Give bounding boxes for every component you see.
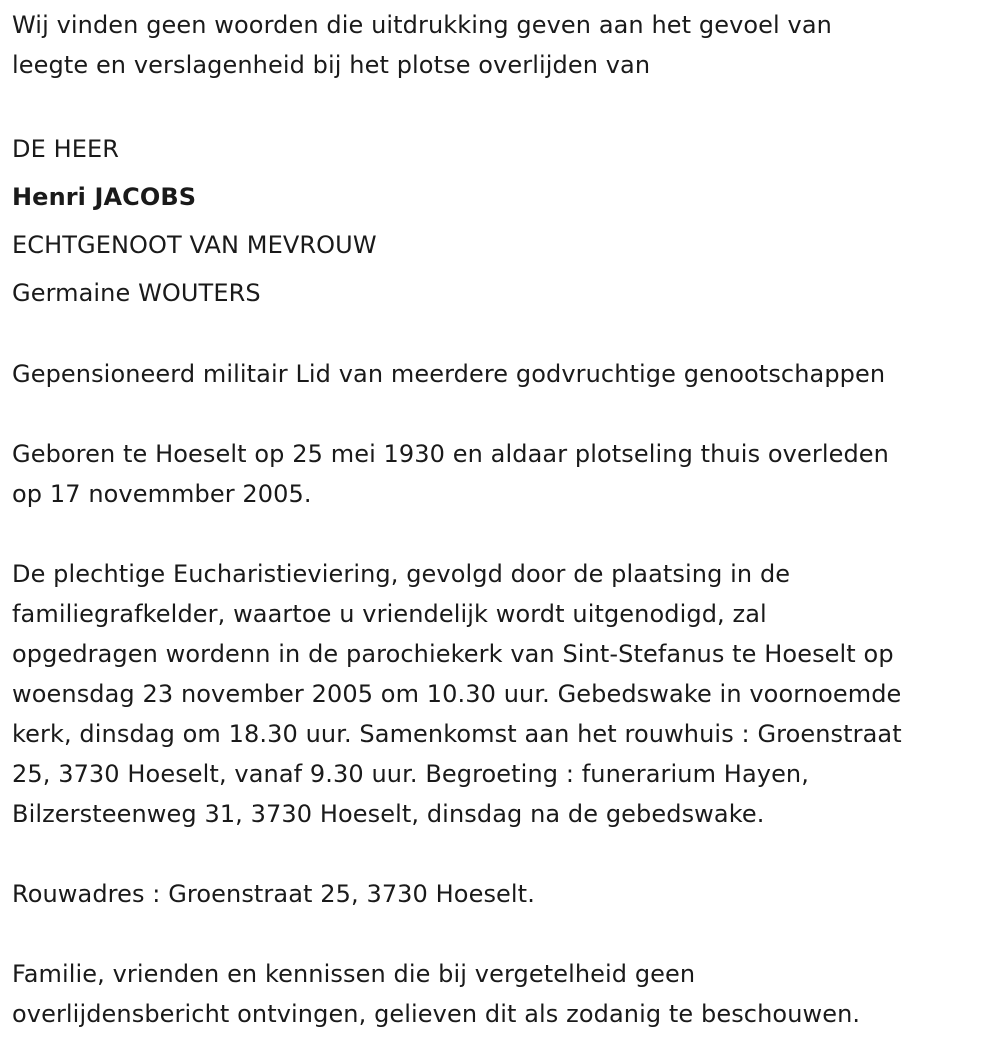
obituary-notice bbox=[12, 0, 992, 1034]
occupation-text: Gepensioneerd militair Lid van meerdere godvruchtige genootschappen bbox=[12, 360, 886, 388]
address-text: Rouwadres : Groenstraat 25, 3730 Hoeselt. bbox=[12, 880, 535, 908]
ceremony-line: familiegrafkelder, waartoe u vriendelijk wordt uitgenodigd, zal bbox=[12, 600, 767, 628]
spouse-name: Germaine WOUTERS bbox=[12, 279, 261, 307]
birth-death-line: op 17 novemmber 2005. bbox=[12, 480, 312, 508]
closing-paragraph bbox=[12, 954, 992, 1034]
ceremony-line: opgedragen wordenn in de parochiekerk van Sint-Stefanus te Hoeselt op bbox=[12, 640, 894, 668]
spacer bbox=[12, 914, 992, 954]
birth-death-paragraph bbox=[12, 434, 992, 514]
deceased-name: Henri JACOBS bbox=[12, 183, 197, 211]
birth-death-line: Geboren te Hoeselt op 25 mei 1930 en aldaar plotseling thuis overleden bbox=[12, 440, 889, 468]
closing-line: overlijdensbericht ontvingen, gelieven dit als zodanig te beschouwen. bbox=[12, 1000, 861, 1028]
spacer bbox=[12, 834, 992, 874]
ceremony-line: De plechtige Eucharistieviering, gevolgd door de plaatsing in de bbox=[12, 560, 791, 588]
closing-line: Familie, vrienden en kennissen die bij vergetelheid geen bbox=[12, 960, 696, 988]
ceremony-line: Bilzersteenweg 31, 3730 Hoeselt, dinsdag na de gebedswake. bbox=[12, 800, 765, 828]
spacer bbox=[12, 394, 992, 434]
spacer bbox=[12, 514, 992, 554]
ceremony-paragraph bbox=[12, 554, 992, 834]
ceremony-line: kerk, dinsdag om 18.30 uur. Samenkomst aan het rouwhuis : Groenstraat bbox=[12, 720, 902, 748]
title-label: DE HEER bbox=[12, 135, 120, 163]
intro-line: leegte en verslagenheid bij het plotse overlijden van bbox=[12, 51, 651, 79]
intro-paragraph bbox=[12, 5, 992, 85]
intro-line: Wij vinden geen woorden die uitdrukking geven aan het gevoel van bbox=[12, 11, 832, 39]
ceremony-line: woensdag 23 november 2005 om 10.30 uur. Gebedswake in voornoemde bbox=[12, 680, 902, 708]
spacer bbox=[12, 317, 992, 354]
ceremony-line: 25, 3730 Hoeselt, vanaf 9.30 uur. Begroeting : funerarium Hayen, bbox=[12, 760, 809, 788]
spouse-title: ECHTGENOOT VAN MEVROUW bbox=[12, 231, 377, 259]
